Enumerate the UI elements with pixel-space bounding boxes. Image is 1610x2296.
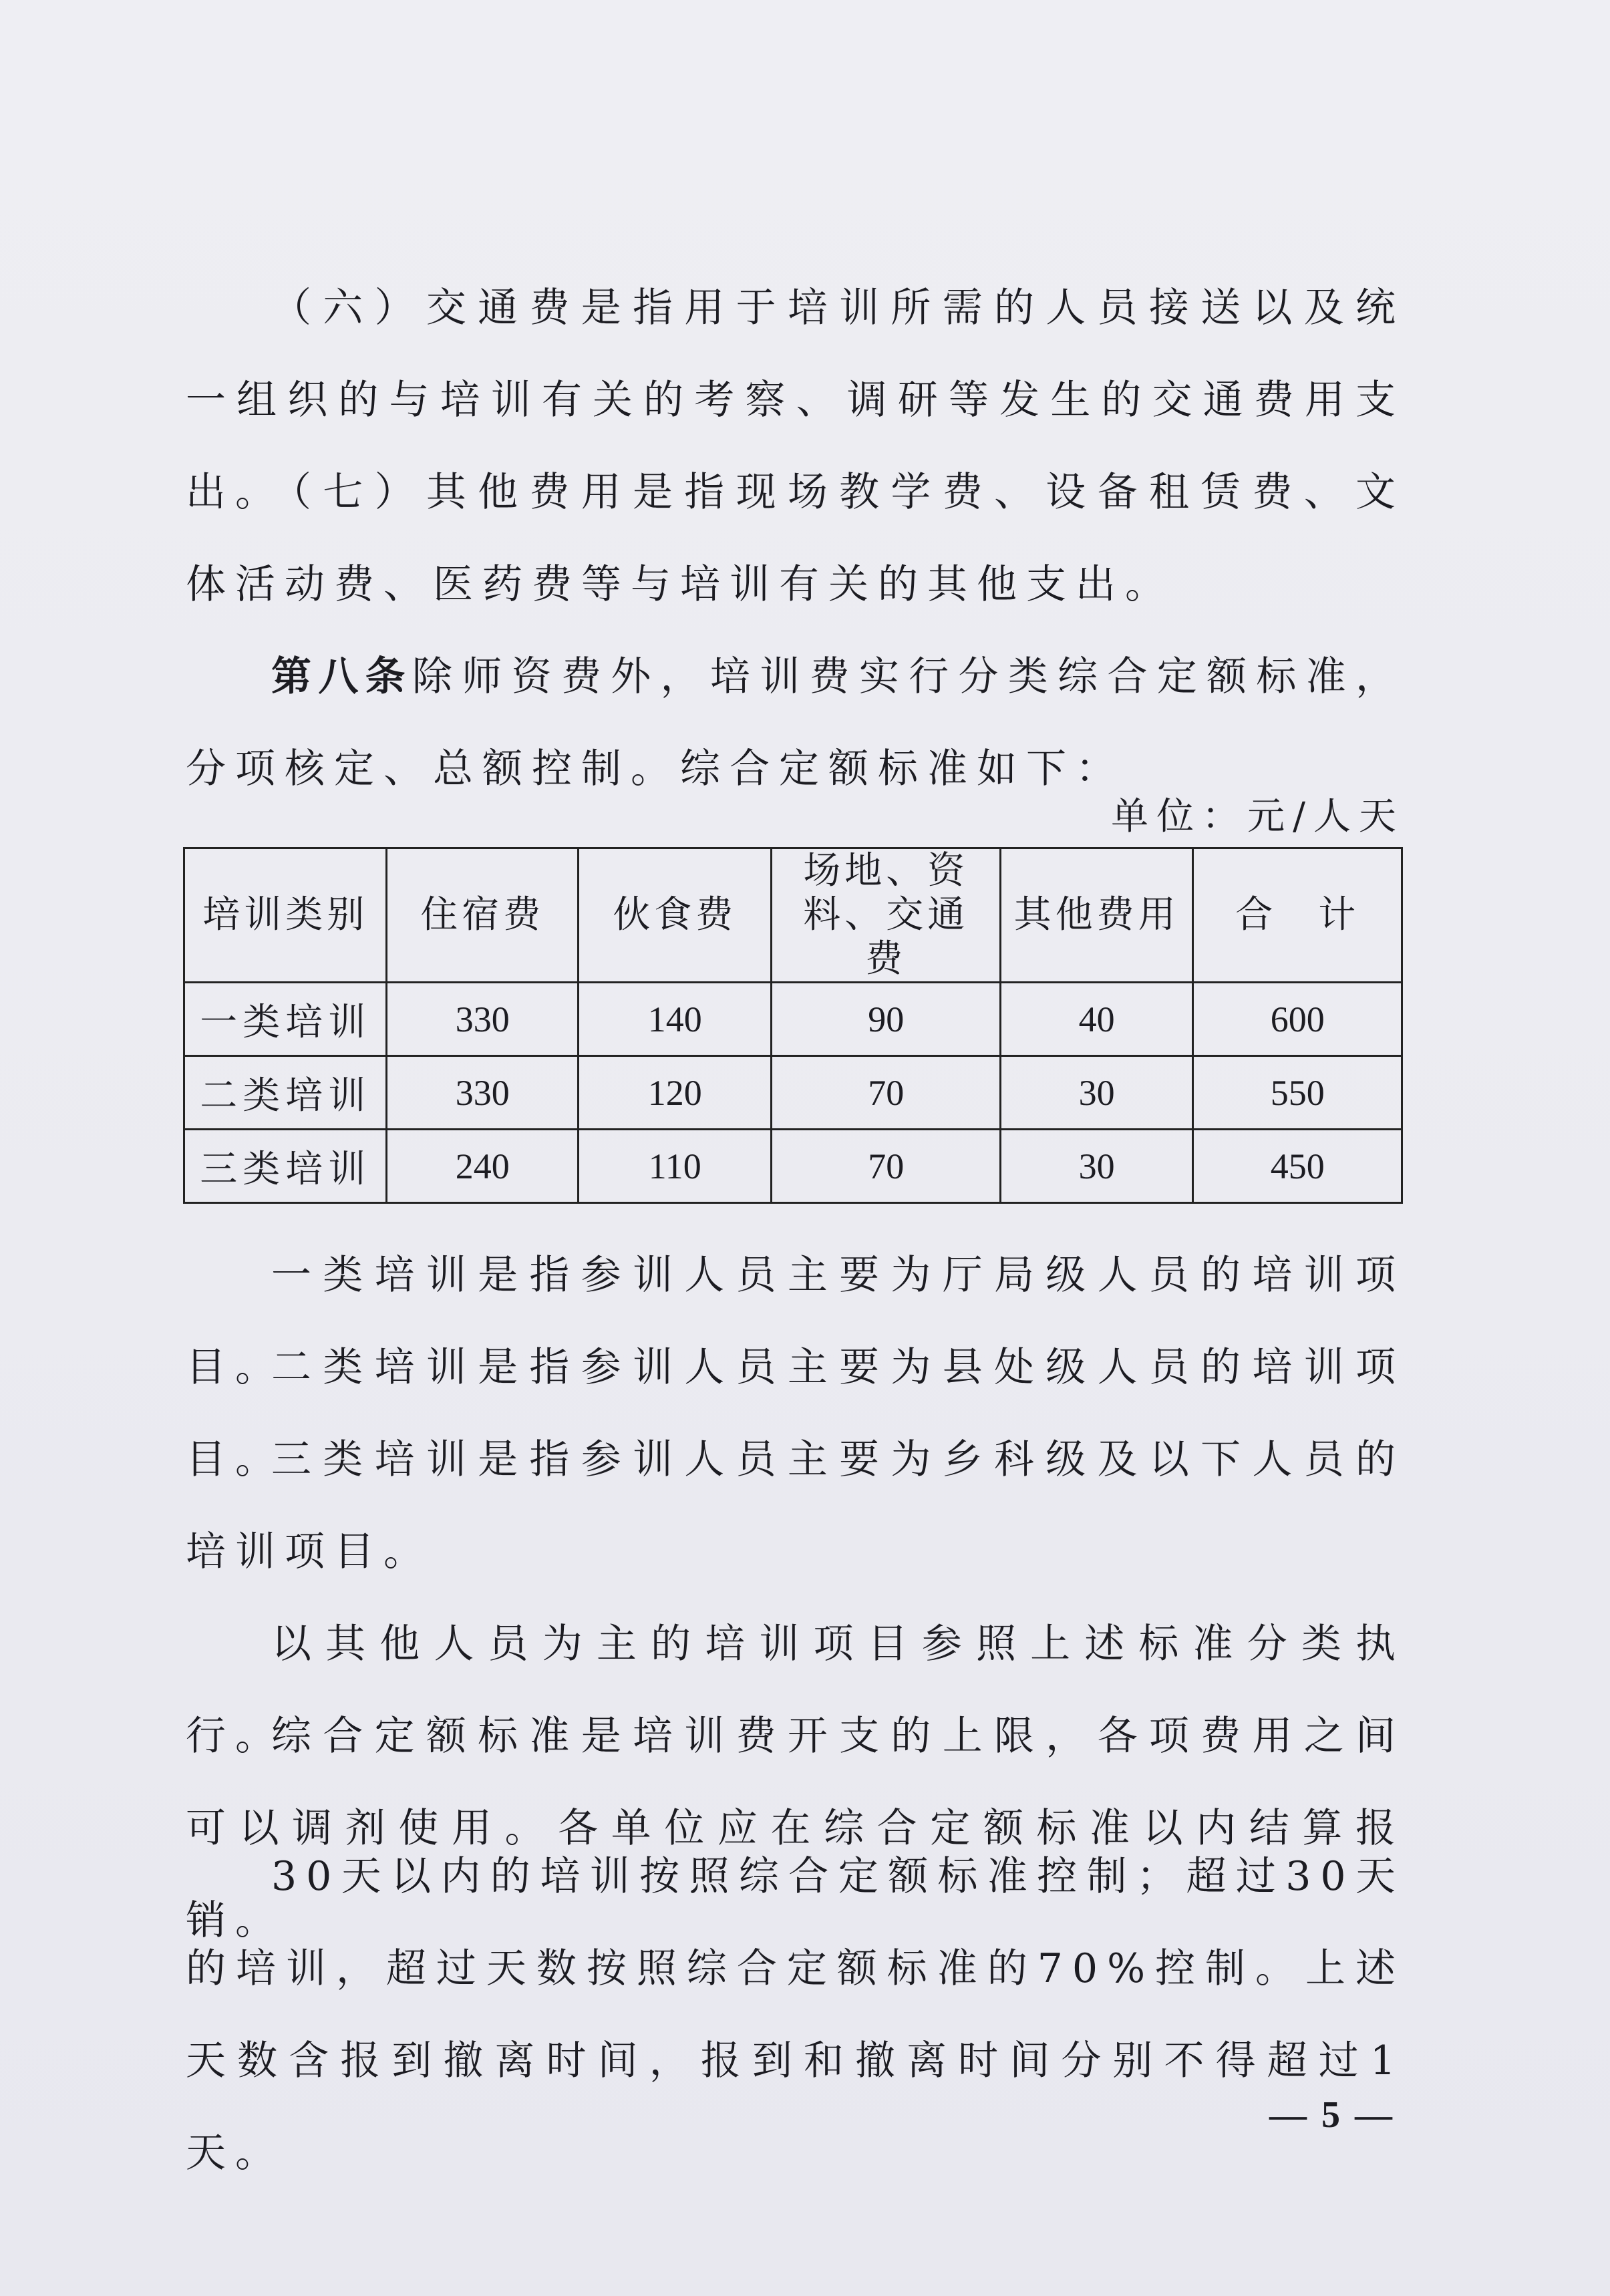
row-category: 一类培训 — [184, 983, 387, 1056]
row-category: 二类培训 — [184, 1056, 387, 1130]
table-row — [184, 1056, 1402, 1130]
cell-total: 600 — [1193, 983, 1402, 1056]
paragraph-days-rule: 30天以内的培训按照综合定额标准控制；超过30天的培训，超过天数按照综合定额标准的70%控制。上述天数含报到撤离时间，报到和撤离时间分别不得超过1天。 — [186, 1853, 1405, 2176]
cell-lodging: 330 — [387, 1056, 579, 1130]
paragraph-upper-limit: 综合定额标准是培训费开支的上限，各项费用之间可以调剂使用。各单位应在综合定额标准以内结算报销。 — [186, 1713, 1405, 1944]
table-header-row — [184, 848, 1402, 983]
paragraph-other-fees: （七）其他费用是指现场教学费、设备租赁费、文体活动费、医药费等与培训有关的其他支出。 — [186, 469, 1405, 608]
cell-lodging: 240 — [387, 1130, 579, 1203]
cell-total: 450 — [1193, 1130, 1402, 1203]
cell-venue: 70 — [772, 1130, 1000, 1203]
paragraph-class-3: 三类培训是指参训人员主要为乡科级及以下人员的培训项目。 — [186, 1436, 1405, 1575]
cell-venue: 90 — [772, 983, 1000, 1056]
table-row — [184, 983, 1402, 1056]
cell-other: 40 — [1000, 983, 1192, 1056]
table-row — [184, 1130, 1402, 1203]
row-category: 三类培训 — [184, 1130, 387, 1203]
paragraph-class-2: 二类培训是指参训人员主要为县处级人员的培训项目。 — [186, 1344, 1405, 1483]
cell-meals: 140 — [578, 983, 772, 1056]
header-lodging: 住宿费 — [387, 848, 579, 983]
article-8-text: 除师资费外，培训费实行分类综合定额标准，分项核定、总额控制。综合定额标准如下： — [186, 653, 1406, 792]
cell-meals: 120 — [578, 1056, 772, 1130]
header-other: 其他费用 — [1000, 848, 1192, 983]
page-number: — 5 — — [1269, 2094, 1395, 2136]
cell-total: 550 — [1193, 1056, 1402, 1130]
cell-lodging: 330 — [387, 983, 579, 1056]
cell-meals: 110 — [578, 1130, 772, 1203]
table-unit-label: 单位：元/人天 — [1111, 795, 1404, 838]
header-category: 培训类别 — [184, 848, 387, 983]
cell-other: 30 — [1000, 1130, 1192, 1203]
header-meals: 伙食费 — [578, 848, 772, 983]
header-total: 合 计 — [1193, 848, 1402, 983]
paragraph-transport-fee: （六）交通费是指用于培训所需的人员接送以及统一组织的与培训有关的考察、调研等发生的交通费用支出。 — [186, 285, 1405, 516]
cell-other: 30 — [1000, 1056, 1192, 1130]
paragraph-other-personnel: 以其他人员为主的培训项目参照上述标准分类执行。 — [186, 1621, 1405, 1760]
paragraph-class-1: 一类培训是指参训人员主要为厅局级人员的培训项目。 — [186, 1252, 1405, 1391]
cell-venue: 70 — [772, 1056, 1000, 1130]
fee-standard-table — [183, 847, 1403, 1204]
header-venue-materials-transport: 场地、资料、交通费 — [772, 848, 1000, 983]
article-8-label: 第八条 — [271, 653, 412, 700]
